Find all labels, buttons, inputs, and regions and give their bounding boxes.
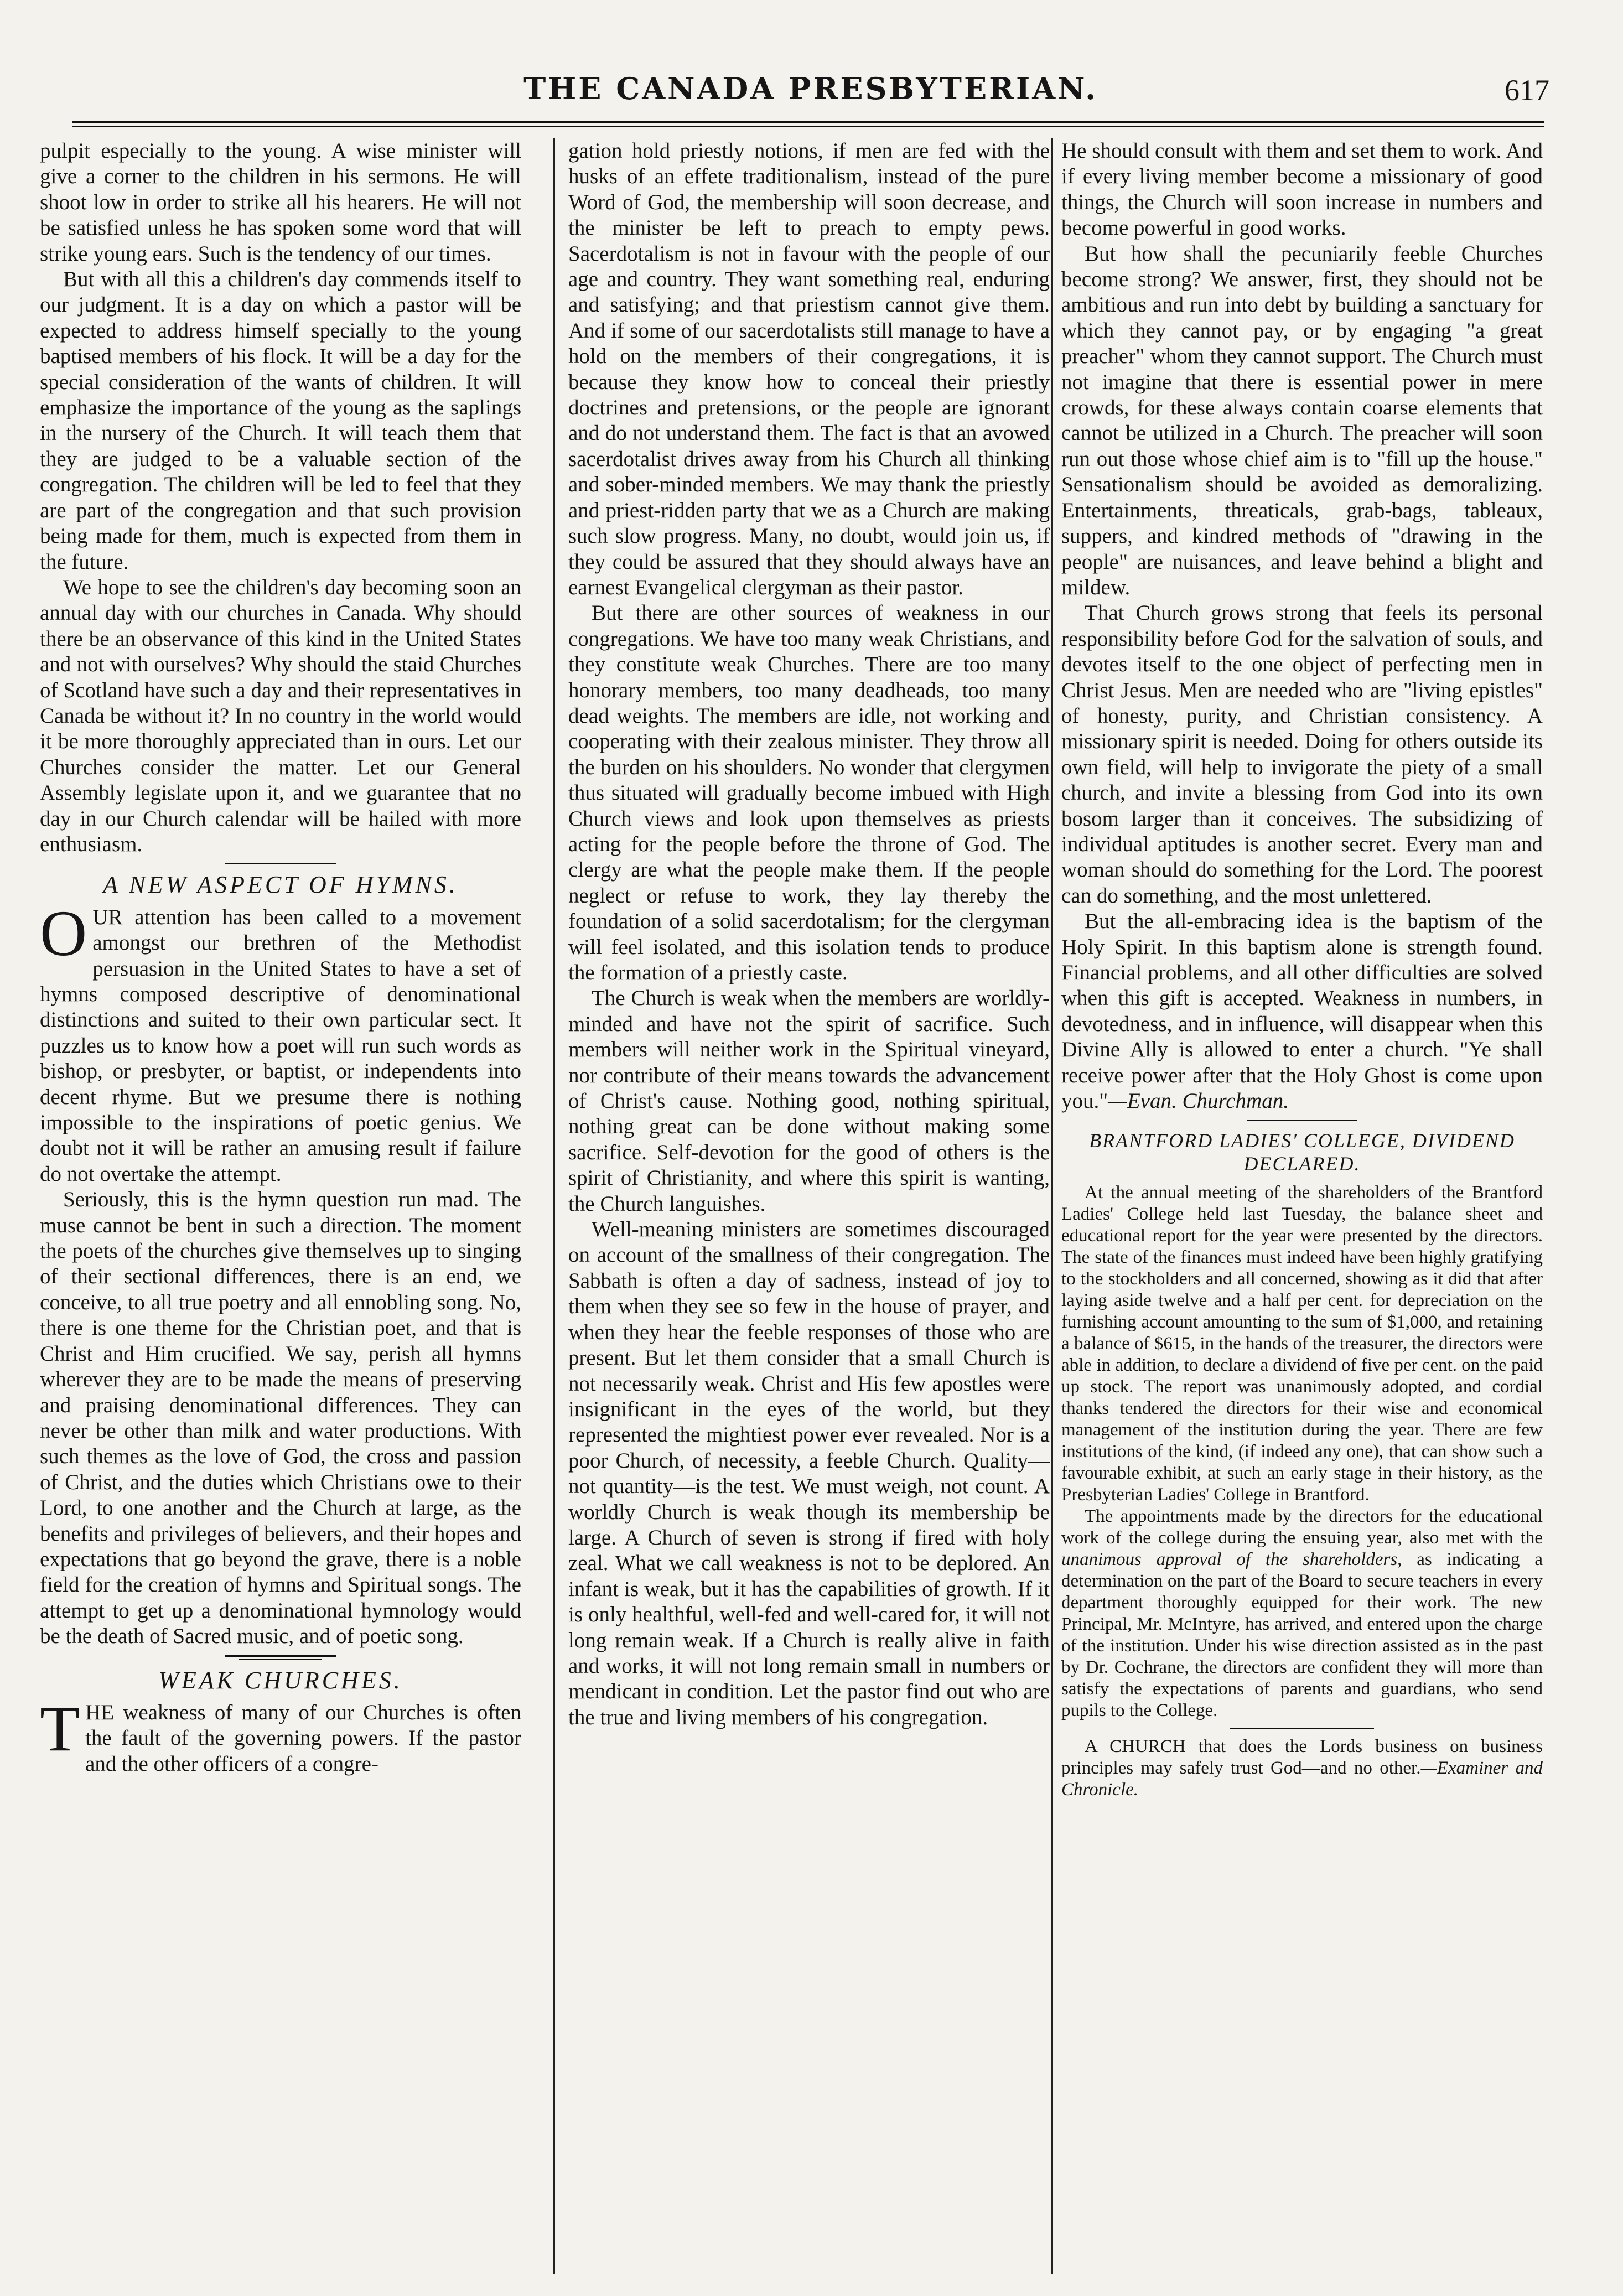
paragraph bbox=[1061, 1736, 1543, 1801]
header-rule-thin bbox=[72, 126, 1544, 127]
paragraph: The Church is weak when the members are worldly-minded and have not the spirit of sacrifice. Such members will neither work in the Spiritual vineyard, nor contribute of their means towards the advancement of Christ's cause. Nothing good, nothing spiritual, nothing great can be done without making some sacrifice. Self-devotion for the good of others is the spirit of Christianity, and where this spirit is wanting, the Church languishes. bbox=[568, 986, 1050, 1216]
section-rule bbox=[225, 863, 336, 864]
masthead bbox=[66, 65, 1555, 115]
column-divider bbox=[1051, 138, 1053, 2274]
drop-cap: O bbox=[40, 896, 87, 970]
paragraph bbox=[1061, 1506, 1543, 1722]
attribution: —Evan. Churchman. bbox=[1108, 1089, 1289, 1113]
newspaper-title: THE CANADA PRESBYTERIAN. bbox=[523, 71, 1098, 106]
drop-cap: T bbox=[40, 1692, 80, 1765]
paragraph bbox=[1061, 909, 1543, 1114]
column-divider bbox=[553, 138, 555, 2274]
paragraph: pulpit especially to the young. A wise minister will give a corner to the children in his sermons. He will shoot low in order to strike all his hearers. He will not be satisfied unless he has spoken some word that will strike young ears. Such is the tendency of our times. bbox=[40, 139, 521, 266]
column-2 bbox=[568, 138, 1050, 2274]
paragraph: We hope to see the children's day becoming soon an annual day with our churches in Canada. Why should there be an observance of this kind in the United States and not with ourselves? Why should the staid Churches of Scotland have such a day and their representatives in Canada be without it? In no country in the world would it be more thoroughly appreciated than in ours. Let our Churches consider the matter. Let our General Assembly legislate upon it, and we guarantee that no day in our Church calendar will be hailed with more enthusiasm. bbox=[40, 575, 521, 856]
paragraph: Well-meaning ministers are sometimes discouraged on account of the smallness of their congregation. The Sabbath is often a day of sadness, instead of joy to them when they see so few in the house of prayer, and when they hear the feeble responses of those who are present. But let them consider that a small Church is not necessarily weak. Christ and His few apostles were insignificant in the eyes of the world, but they represented the mightiest power ever revealed. Nor is a poor Church, of necessity, a feeble Church. Quality—not quantity—is the test. We must weigh, not count. A worldly Church is weak though its membership be large. A Church of seven is strong if fired with holy zeal. What we call weakness is not to be deplored. An infant is weak, but it has the capabilities of growth. If it is only healthful, well-fed and well-cared for, it will not long remain weak. If a Church is really alive in faith and works, it will not long remain small in numbers or mendicant in condition. Let the pastor find out who are the true and living members of his congregation. bbox=[568, 1217, 1050, 1729]
paragraph-text: HE weakness of many of our Churches is often the fault of the governing powers. If the pastor and the other officers of a congre- bbox=[85, 1700, 521, 1776]
article-heading: WEAK CHURCHES. bbox=[158, 1666, 403, 1694]
article-heading: A NEW ASPECT OF HYMNS. bbox=[103, 871, 458, 899]
paragraph-text: The appointments made by the directors for the educational work of the college during the ensuing year, also met with the bbox=[1061, 1506, 1543, 1548]
section-rule-thin bbox=[239, 1659, 322, 1660]
column-1 bbox=[40, 138, 521, 2274]
paragraph: Seriously, this is the hymn question run mad. The muse cannot be bent in such a direction. The moment the poets of the churches give themselves up to singing of their sectional differences, there is an end, we conceive, to all true poetry and all ennobling song. No, there is one theme for the Christian poet, and that is Christ and Him crucified. We say, perish all hymns wherever they are to be made the means of preserving and praising denominational differences. They can never be other than milk and water productions. With such themes as the love of God, the cross and passion of Christ, and the duties which Christians owe to their Lord, to one another and the Church at large, as the benefits and privileges of believers, and their hopes and expectations that go beyond the grave, there is a noble field for the creation of hymns and Spiritual songs. The attempt to get up a denominational hymnology would be the death of Sacred music, and of poetic song. bbox=[40, 1188, 521, 1649]
paragraph: He should consult with them and set them to work. And if every living member become a missionary of good things, the Church will soon increase in numbers and become powerful in good works. bbox=[1061, 139, 1543, 240]
paragraph: But how shall the pecuniarily feeble Churches become strong? We answer, first, they should not be ambitious and run into debt by building a sanctuary for which they cannot pay, or by engaging "a great preacher" whom they cannot support. The Church must not imagine that there is essential power in mere crowds, for these always contain coarse elements that cannot be utilized in a Church. The preacher will soon run out those whose chief aim is to "fill up the house." Sensationalism should be avoided as demoralizing. Entertainments, threaticals, grab-bags, tableaux, suppers, and kindred methods of "drawing in the people" are nuisances, and leave behind a blight and mildew. bbox=[1061, 241, 1543, 599]
section-rule bbox=[1230, 1728, 1374, 1729]
attribution: —Examiner and Chronicle. bbox=[1061, 1758, 1543, 1800]
paragraph-text: UR attention has been called to a movement amongst our brethren of the Methodist persuasion in the United States to have a set of hymns composed descriptive of denominational distinctions and suited to their own particular sect. It puzzles us to know how a poet will run such words as bishop, or presbyter, or baptist, or independents into decent rhyme. But we presume there is nothing impossible to the inspirations of poetic genius. We doubt not it will be rather an amusing result if failure do not overtake the attempt. bbox=[40, 905, 521, 1186]
section-rule bbox=[225, 1655, 336, 1657]
paragraph bbox=[40, 1692, 521, 1777]
paragraph: But with all this a children's day commends itself to our judgment. It is a day on which a pastor will be expected to address himself specially to the young baptised members of his flock. It will be a day for the special consideration of the wants of children. It will emphasize the importance of the young as the saplings in the nursery of the Church. It will teach them that they are judged to be a valuable section of the congregation. The children will be led to feel that they are part of the congregation and that such provision being made for them, much is expected from them in the future. bbox=[40, 267, 521, 574]
paragraph-text: that does the Lords business on business principles may safely trust God—and no other. bbox=[1061, 1737, 1543, 1779]
paragraph-text: But the all-embracing idea is the baptism of the Holy Spirit. In this baptism alone is strength found. Financial problems, and all other difficulties are solved when this gift is accepted. Weakness in numbers, in devotedness, and in influence, will disappear when this Divine Ally is allowed to enter a church. "Ye shall receive power after that the Holy Ghost is come upon you." bbox=[1061, 909, 1543, 1113]
paragraph: At the annual meeting of the shareholders of the Brantford Ladies' College held last Tuesday, the balance sheet and educational report for the year were presented by the directors. The state of the finances must indeed have been highly gratifying to the stockholders and all concerned, showing as it did that after laying aside twelve and a half per cent. for depreciation on the furnishing account amounting to the sum of $1,000, and retaining a balance of $615, in the hands of the treasurer, the directors were able in addition, to declare a dividend of five per cent. on the paid up stock. The report was unanimously adopted, and cordial thanks tendered the directors for their wise and economical management of the institution during the year. There are few institutions of the kind, (if indeed any one), that can show such a favourable exhibit, at such an early stage in their history, as the Presbyterian Ladies' College in Brantford. bbox=[1061, 1183, 1543, 1505]
article-heading: BRANTFORD LADIES' COLLEGE, DIVIDEND DECLARED. bbox=[1089, 1129, 1515, 1175]
section-rule bbox=[1247, 1120, 1357, 1121]
column-3 bbox=[1061, 138, 1543, 2274]
lead-in: A CHURCH bbox=[1085, 1737, 1186, 1757]
page-number: 617 bbox=[1505, 74, 1549, 107]
small-print-section bbox=[1061, 1182, 1543, 1801]
paragraph: gation hold priestly notions, if men are fed with the husks of an effete traditionalism, instead of the pure Word of God, the membership will soon decrease, and the minister be left to preach to empty pews. Sacerdotalism is not in favour with the people of our age and country. They want something real, enduring and satisfying; and that priestism cannot give them. And if some of our sacerdotalists still manage to have a hold on the members of their congregations, it is because they know how to conceal their priestly doctrines and pretensions, or the people are ignorant and do not understand them. The fact is that an avowed sacerdotalist drives away from his Church all thinking and sober-minded members. We may thank the priestly and priest-ridden party that we as a Church are making such slow progress. Many, no doubt, would join us, if they could be assured that they should always have an earnest Evangelical clergyman as their pastor. bbox=[568, 139, 1050, 599]
paragraph-text: , as indicating a determination on the part of the Board to secure teachers in every department thoroughly equipped for their work. The new Principal, Mr. McIntyre, has arrived, and entered upon the charge of the institution. Under his wise direction assisted as in the past by Dr. Cochrane, the directors are confident they will more than satisfy the expectations of parents and guardians, who send pupils to the College. bbox=[1061, 1549, 1543, 1721]
paragraph: But there are other sources of weakness in our congregations. We have too many weak Christians, and they constitute weak Churches. There are too many honorary members, too many deadheads, too many dead weights. The members are idle, not working and cooperating with their zealous minister. They throw all the burden on his shoulders. No wonder that clergymen thus situated will gradually become imbued with High Church views and look upon themselves as priests acting for the people before the throne of God. The clergy are what the people make them. If the people neglect or refuse to work, they lay thereby the foundation of a solid sacerdotalism; for the clergyman will feel isolated, and this isolation tends to produce the formation of a priestly caste. bbox=[568, 601, 1050, 984]
emphasized-text: unanimous approval of the shareholders bbox=[1061, 1549, 1398, 1570]
paragraph bbox=[40, 896, 521, 1187]
header-rule bbox=[72, 121, 1544, 123]
paragraph: That Church grows strong that feels its personal responsibility before God for the salvation of souls, and devotes itself to the one object of perfecting men in Christ Jesus. Men are needed who are "living epistles" of honesty, purity, and Christian consistency. A missionary spirit is needed. Doing for others outside its own field, will help to invigorate the piety of a small church, and invite a blessing from God into its own bosom larger than it conceives. The subsidizing of individual aptitudes is another secret. Every man and woman should do something for the Lord. The poorest can do something, and the most unlettered. bbox=[1061, 601, 1543, 908]
